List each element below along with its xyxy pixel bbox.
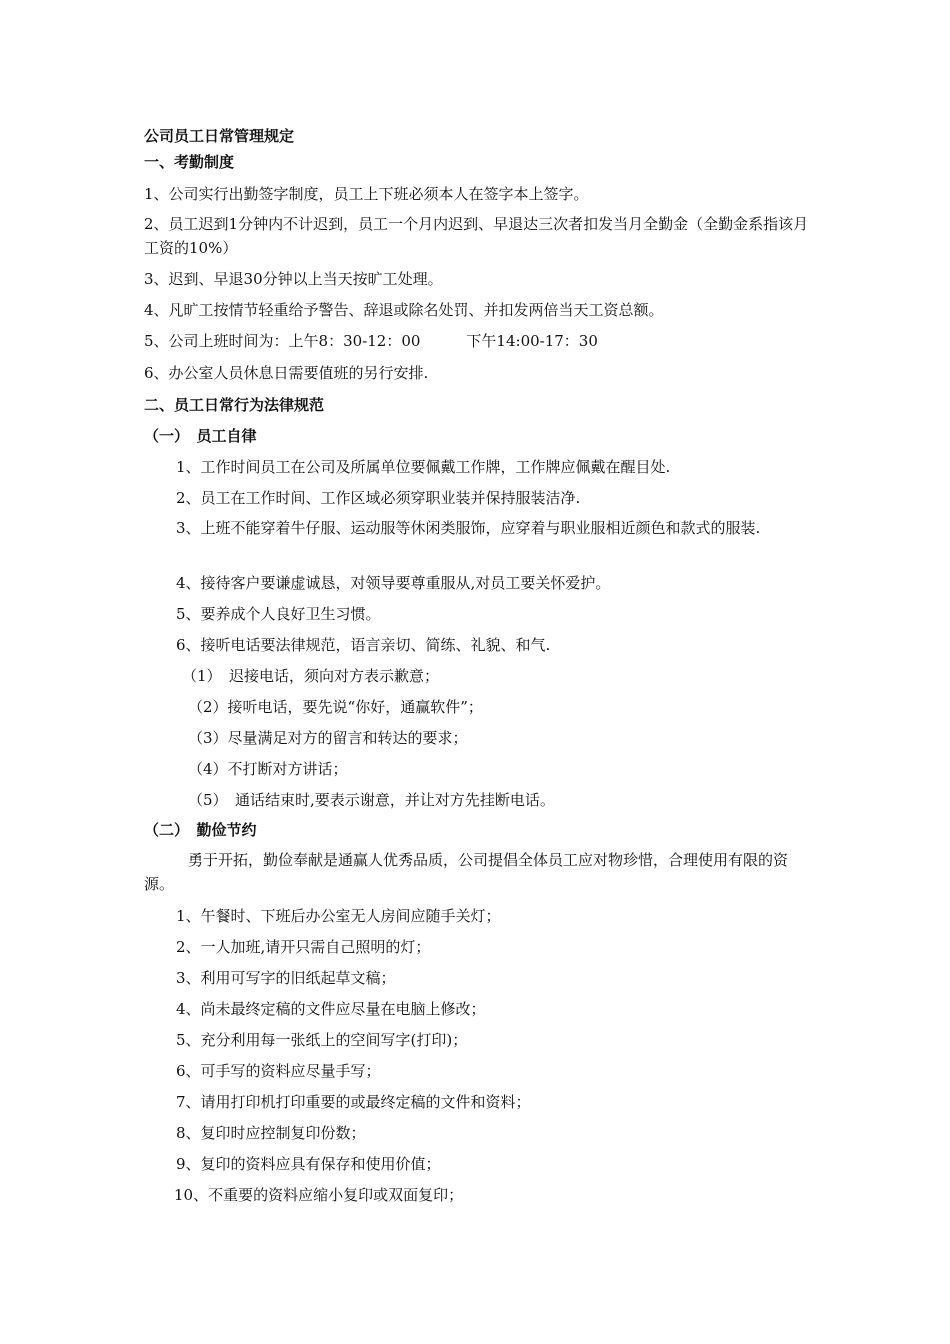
thrift-item-6: 6、可手写的资料应尽量手写； [176, 1062, 381, 1080]
work-hours-morning: 5、公司上班时间为：上午8：30-12：00 [144, 332, 421, 350]
attendance-item-4: 4、凡旷工按情节轻重给予警告、辞退或除名处罚、并扣发两倍当天工资总额。 [144, 301, 664, 319]
thrift-item-5: 5、充分利用每一张纸上的空间写字(打印)； [176, 1031, 468, 1049]
thrift-item-10: 10、不重要的资料应缩小复印或双面复印； [174, 1186, 464, 1204]
document-title: 公司员工日常管理规定 [144, 127, 295, 145]
self-discipline-item-2: 2、员工在工作时间、工作区域必须穿职业装并保持服装洁净. [176, 489, 581, 507]
thrift-intro: 勇于开拓，勤俭奉献是通赢人优秀品质，公司提倡全体员工应对物珍惜，合理使用有限的资源。 [144, 851, 789, 893]
phone-item-5: （5） 通话结束时,要表示谢意，并让对方先挂断电话。 [188, 791, 555, 809]
attendance-item-2: 2、员工迟到1分钟内不计迟到，员工一个月内迟到、早退达三次者扣发当月全勤金（全勤金系指该月工资的10%） [144, 215, 809, 257]
thrift-item-2: 2、一人加班,请开只需自己照明的灯； [176, 938, 431, 956]
attendance-item-6: 6、办公室人员休息日需要值班的另行安排. [144, 364, 429, 382]
thrift-item-4: 4、尚未最终定稿的文件应尽量在电脑上修改； [176, 1000, 486, 1018]
work-hours-afternoon: 下午14:00-17：30 [466, 332, 598, 350]
self-discipline-item-1: 1、工作时间员工在公司及所属单位要佩戴工作牌，工作牌应佩戴在醒目处. [176, 458, 671, 476]
subsection-heading-thrift: （二） 勤俭节约 [144, 821, 257, 839]
self-discipline-item-4: 4、接待客户要谦虚诚恳，对领导要尊重服从,对员工要关怀爱护。 [176, 574, 611, 592]
section-heading-attendance: 一、考勤制度 [144, 153, 235, 171]
phone-item-4: （4）不打断对方讲话； [188, 760, 348, 778]
subsection-heading-self-discipline: （一） 员工自律 [144, 427, 257, 445]
section-heading-conduct: 二、员工日常行为法律规范 [144, 396, 325, 414]
self-discipline-item-3: 3、上班不能穿着牛仔服、运动服等休闲类服饰，应穿着与职业服相近颜色和款式的服装. [176, 519, 761, 537]
self-discipline-item-6: 6、接听电话要法律规范，语言亲切、简练、礼貌、和气. [176, 636, 551, 654]
phone-item-1: （1） 迟接电话，须向对方表示歉意； [182, 667, 440, 685]
self-discipline-item-5: 5、要养成个人良好卫生习惯。 [176, 605, 381, 623]
thrift-item-3: 3、利用可写字的旧纸起草文稿； [176, 969, 396, 987]
thrift-item-1: 1、午餐时、下班后办公室无人房间应随手关灯； [176, 907, 501, 925]
phone-item-3: （3）尽量满足对方的留言和转达的要求； [188, 729, 468, 747]
phone-item-2: （2）接听电话，要先说“你好，通赢软件”； [188, 698, 483, 716]
thrift-item-9: 9、复印的资料应具有保存和使用价值； [176, 1155, 441, 1173]
attendance-item-1: 1、公司实行出勤签字制度，员工上下班必须本人在签字本上签字。 [144, 185, 589, 203]
attendance-item-5 [144, 329, 814, 353]
thrift-item-7: 7、请用打印机打印重要的或最终定稿的文件和资料； [176, 1093, 531, 1111]
attendance-item-3: 3、迟到、早退30分钟以上当天按旷工处理。 [144, 270, 443, 288]
thrift-item-8: 8、复印时应控制复印份数； [176, 1124, 366, 1142]
